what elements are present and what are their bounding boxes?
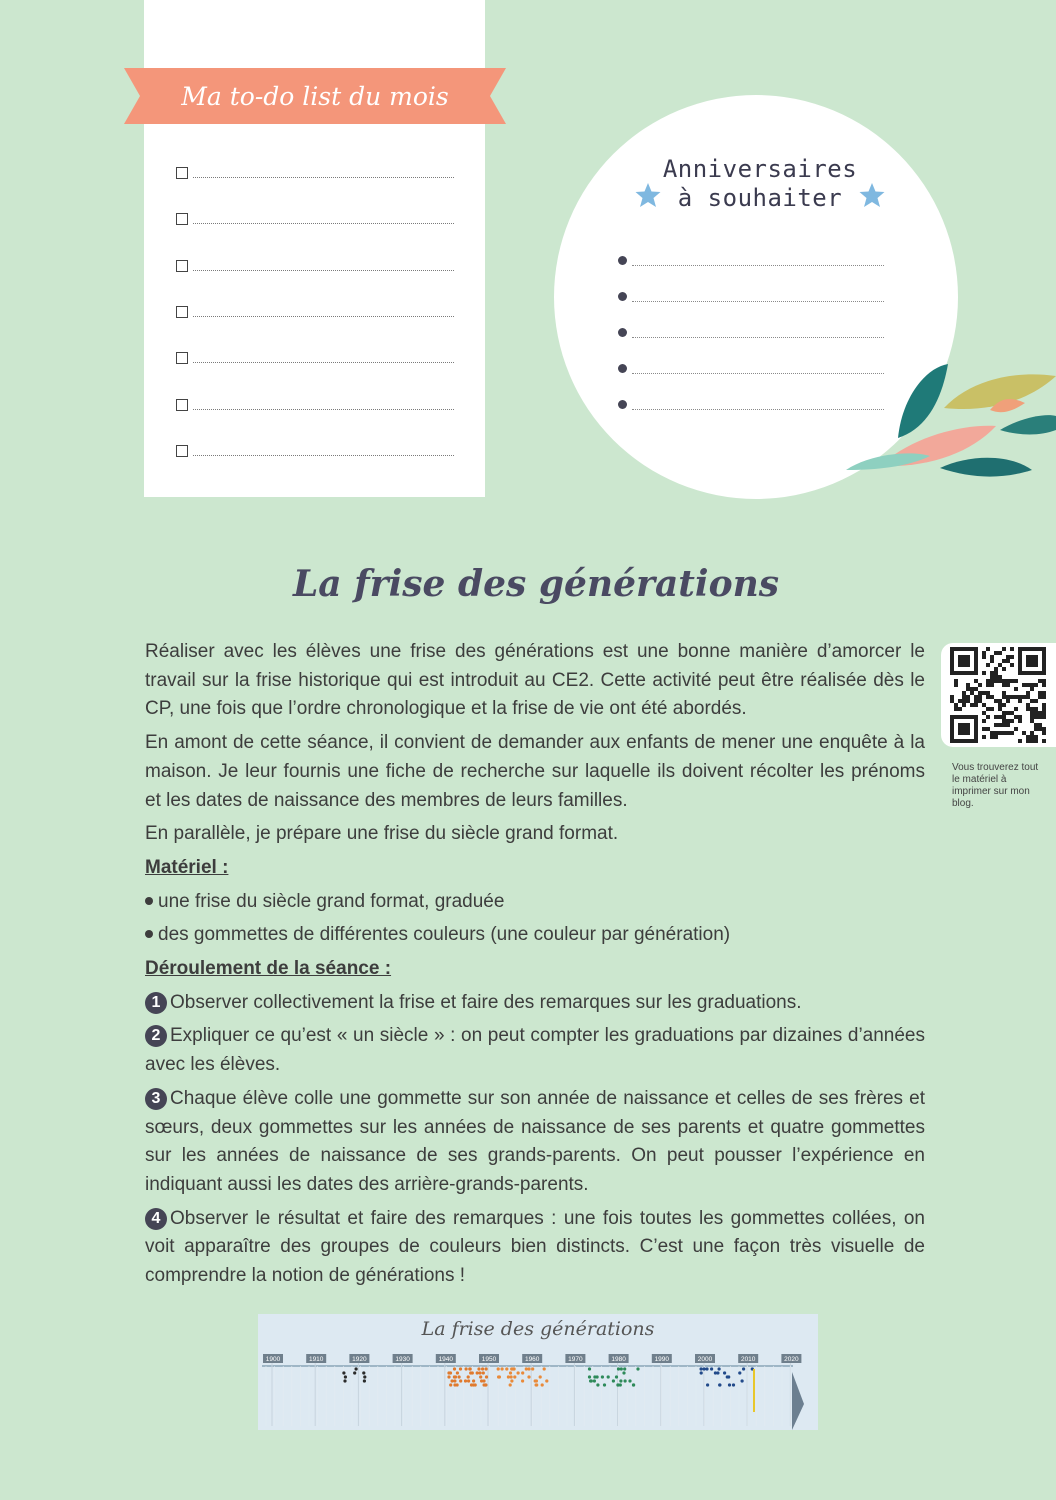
sticker-dot [588,1375,591,1378]
section-title: La frise des générations [292,563,780,605]
sticker-dot [476,1371,479,1374]
checkbox[interactable] [176,445,188,457]
birthday-title-line1: Anniversaires [662,155,858,183]
sticker-dot [458,1375,461,1378]
sticker-dot [483,1383,486,1386]
todo-item[interactable] [176,399,454,417]
frise-photo [258,1314,818,1430]
todo-line[interactable] [193,409,454,410]
intro-paragraph: Réaliser avec les élèves une frise des générations est une bonne manière d’amorcer le travail sur la frise historique qui est introduit au CE2. Cette activité peut être réalisée dès le CP, une fois que l’ordre chronologique et la frise de vie ont été abordés. [145,641,925,720]
year-label: 1910 [308,1356,324,1363]
todo-item[interactable] [176,306,454,324]
todo-line[interactable] [193,270,454,271]
step-item [145,989,925,1018]
sticker-dot [545,1379,548,1382]
sticker-dot [342,1371,345,1374]
sticker-dot [343,1379,346,1382]
sticker-dot [517,1371,520,1374]
birthday-line[interactable] [632,337,884,338]
sticker-dot [513,1375,516,1378]
bullet-icon [618,292,627,301]
sticker-dot [636,1367,639,1370]
sticker-dot [525,1367,528,1370]
sticker-dot [543,1367,546,1370]
todo-line[interactable] [193,455,454,456]
sticker-dot [624,1379,627,1382]
bullet-icon [618,328,627,337]
star-icon [858,181,886,209]
sticker-dot [449,1371,452,1374]
sticker-dot [588,1367,591,1370]
sticker-dot [456,1383,459,1386]
year-label: 2000 [697,1356,713,1363]
checkbox[interactable] [176,399,188,411]
sticker-dot [447,1375,450,1378]
sticker-dot [464,1379,467,1382]
step-text: Expliquer ce qu’est « un siècle » : on peut compter les graduations par dizaines d’années avec les élèves. [145,1025,925,1076]
materiel-item [145,888,925,917]
checkbox[interactable] [176,213,188,225]
qr-code-box[interactable] [941,643,1056,747]
sticker-dot [617,1367,620,1370]
todo-line[interactable] [193,177,454,178]
checkbox[interactable] [176,306,188,318]
sticker-dot [718,1367,721,1370]
sticker-dot [603,1383,606,1386]
sticker-dot [472,1383,475,1386]
sticker-dot [728,1383,731,1386]
sticker-dot [541,1383,544,1386]
materiel-item [145,921,925,950]
checkbox[interactable] [176,352,188,364]
sticker-dot [497,1367,500,1370]
sticker-dot [353,1371,356,1374]
sticker-dot [531,1367,534,1370]
step-item [145,1022,925,1079]
sticker-dot [612,1379,615,1382]
step-number-badge: 4 [145,1208,167,1230]
leaves-decoration [840,358,1056,488]
sticker-dot [620,1367,623,1370]
sticker-dot [363,1379,366,1382]
sticker-dot [527,1375,530,1378]
sticker-dot [459,1367,462,1370]
bullet-icon [145,897,153,905]
sticker-dot [509,1383,512,1386]
step-text: Observer collectivement la frise et faire des remarques sur les graduations. [170,991,802,1013]
sticker-dot [456,1371,459,1374]
sticker-dot [471,1371,474,1374]
frise-timeline [258,1314,818,1430]
qr-caption: Vous trouverez tout le matériel à imprimer sur mon blog. [952,762,1039,809]
birthday-line[interactable] [632,301,884,302]
step-text: Observer le résultat et faire des remarques : une fois toutes les gommettes collées, on voit apparaître des groupes de couleurs bien distincts. C’est une façon très visuelle de comprendre la notion de générations ! [145,1207,925,1287]
todo-item[interactable] [176,260,454,278]
todo-line[interactable] [193,223,454,224]
sticker-dot [601,1375,604,1378]
birthday-line[interactable] [632,265,884,266]
materiel-item-text: des gommettes de différentes couleurs (une couleur par génération) [158,924,731,946]
qr-code-icon [950,647,1046,743]
sticker-dot [478,1371,481,1374]
bullet-icon [618,256,627,265]
checkbox[interactable] [176,167,188,179]
sticker-dot [344,1375,347,1378]
sticker-dot [479,1375,482,1378]
year-label: 1980 [611,1356,626,1363]
article-body [145,638,925,1296]
sticker-dot [727,1375,730,1378]
sticker-dot [363,1375,366,1378]
sticker-dot [521,1379,524,1382]
deroulement-heading: Déroulement de la séance : [145,958,392,980]
sticker-dot [539,1375,542,1378]
year-label: 2020 [784,1356,799,1363]
sticker-dot [706,1383,709,1386]
step-number-badge: 1 [145,992,167,1014]
sticker-dot [453,1367,456,1370]
sticker-dot [472,1379,475,1382]
sticker-dot [451,1379,454,1382]
bullet-icon [145,930,153,938]
sticker-dot [590,1379,593,1382]
sticker-dot [623,1367,626,1370]
year-label: 1940 [438,1356,454,1363]
step-number-badge: 2 [145,1025,167,1047]
sticker-dot [510,1375,513,1378]
sticker-dot [615,1375,618,1378]
sticker-dot [535,1379,538,1382]
sticker-dot [459,1379,462,1382]
todo-item[interactable] [176,167,454,185]
sticker-dot [632,1383,635,1386]
birthday-item[interactable] [618,291,884,305]
todo-line[interactable] [193,362,454,363]
sticker-dot [501,1367,504,1370]
timeline-arrow [792,1372,804,1430]
year-label: 1930 [395,1356,410,1363]
sticker-dot [617,1383,620,1386]
sticker-dot [607,1375,610,1378]
sticker-dot [732,1383,735,1386]
birthday-item[interactable] [618,255,884,269]
todo-line[interactable] [193,316,454,317]
sticker-dot [485,1367,488,1370]
checkbox[interactable] [176,260,188,272]
birthday-item[interactable] [618,327,884,341]
year-label: 1960 [524,1356,540,1363]
step-item [145,1085,925,1200]
sticker-dot [485,1375,488,1378]
sticker-dot [521,1371,524,1374]
intro-paragraph: En amont de cette séance, il convient de demander aux enfants de mener une enquête à la maison. Je leur fournis une fiche de recherche sur laquelle ils doivent récolter les prénoms et les dates de naissance des membres de leurs familles. [145,732,925,811]
sticker-dot [593,1375,596,1378]
step-item [145,1205,925,1291]
sticker-dot [497,1375,500,1378]
star-icon [634,181,662,209]
birthday-title-line2: à souhaiter [677,184,843,212]
todo-item[interactable] [176,352,454,370]
sticker-dot [482,1371,485,1374]
sticker-dot [622,1371,625,1374]
sticker-dot [710,1367,713,1370]
todo-item[interactable] [176,445,454,463]
intro-paragraph: En parallèle, je prépare une frise du siècle grand format. [145,823,619,845]
sticker-dot [505,1367,508,1370]
sticker-dot [628,1379,631,1382]
sticker-dot [467,1379,470,1382]
sticker-dot [481,1367,484,1370]
year-label: 1900 [265,1356,281,1363]
sticker-dot [509,1371,512,1374]
sticker-dot [593,1379,596,1382]
year-label: 1970 [568,1356,583,1363]
bullet-icon [618,400,627,409]
sticker-dot [453,1379,456,1382]
sticker-dot [449,1383,452,1386]
sticker-dot [700,1371,703,1374]
sticker-dot [477,1367,480,1370]
materiel-heading: Matériel : [145,856,229,878]
sticker-dot [723,1371,726,1374]
step-number-badge: 3 [145,1088,167,1110]
sticker-dot [480,1379,483,1382]
materiel-item-text: une frise du siècle grand format, graduée [158,890,505,912]
year-label: 1990 [654,1356,670,1363]
sticker-dot [454,1375,457,1378]
sticker-dot [467,1375,470,1378]
todo-title: Ma to-do list du mois [181,81,449,111]
sticker-dot [703,1367,706,1370]
sticker-dot [465,1367,468,1370]
sticker-dot [596,1383,599,1386]
sticker-dot [718,1383,721,1386]
sticker-dot [714,1371,717,1374]
sticker-dot [510,1367,513,1370]
todo-banner [124,68,506,124]
birthday-title [660,155,860,213]
sticker-dot [510,1379,513,1382]
sticker-dot [535,1383,538,1386]
year-label: 1950 [481,1356,497,1363]
step-text: Chaque élève colle une gommette sur son année de naissance et celles de ses frères et sœurs, deux gommettes sur les années de naissance de ses parents et quatre gommettes sur les années de naissance de ses grands-parents. On peut pousser l’expérience en indiquant aussi les dates des arrière-grands-parents. [145,1087,925,1195]
sticker-dot [362,1371,365,1374]
sticker-dot [468,1367,471,1370]
sticker-dot [742,1367,745,1370]
sticker-dot [741,1379,744,1382]
sticker-dot [738,1371,741,1374]
sticker-dot [700,1367,703,1370]
bullet-icon [618,364,627,373]
frise-photo-title: La frise des générations [421,1318,655,1340]
year-label: 1920 [352,1356,367,1363]
sticker-dot [355,1367,358,1370]
sticker-dot [619,1379,622,1382]
todo-item[interactable] [176,213,454,231]
year-label: 2010 [740,1356,756,1363]
sticker-dot [705,1367,708,1370]
